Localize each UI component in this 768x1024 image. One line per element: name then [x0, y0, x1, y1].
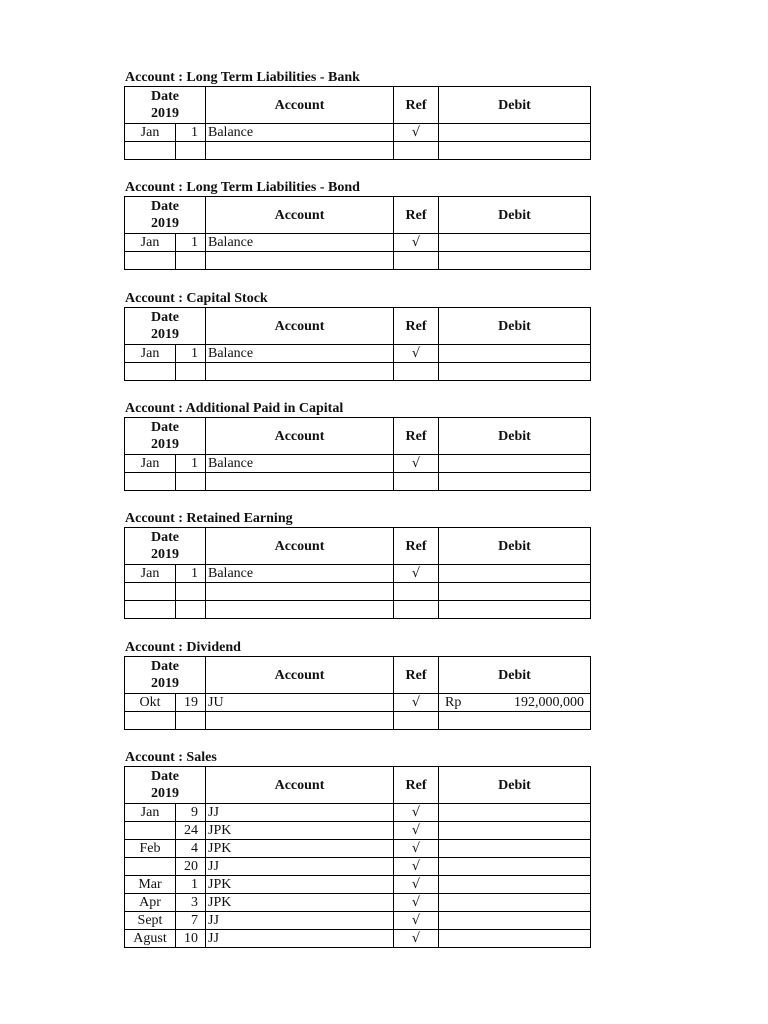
account-header: Account [206, 767, 394, 804]
ref-header: Ref [394, 657, 439, 694]
currency-label: Rp [445, 695, 462, 710]
month-cell: Okt [125, 694, 176, 712]
month-cell: Agust [125, 930, 176, 948]
day-cell: 1 [176, 565, 206, 583]
ledger-title: Account : Additional Paid in Capital [125, 401, 344, 416]
table-row [125, 822, 591, 840]
year-header-label: 2019 [151, 106, 179, 121]
account-header: Account [206, 308, 394, 345]
ledger-table [124, 656, 591, 730]
header-row [125, 308, 591, 345]
month-cell [125, 142, 176, 160]
ref-header: Ref [394, 767, 439, 804]
debit-cell [439, 583, 591, 601]
ledger-table [124, 196, 591, 270]
debit-cell [439, 804, 591, 822]
debit-cell [439, 930, 591, 948]
date-header-label: Date [151, 530, 179, 545]
ledger-table [124, 766, 591, 948]
table-row [125, 583, 591, 601]
account-cell: Balance [206, 124, 394, 142]
ledger-sales [124, 750, 591, 948]
ref-header: Ref [394, 418, 439, 455]
account-cell: JJ [206, 930, 394, 948]
account-cell: JPK [206, 840, 394, 858]
account-cell: JPK [206, 876, 394, 894]
debit-header: Debit [439, 767, 591, 804]
ledger-long-term-liabilities-bond [124, 180, 591, 270]
month-cell: Jan [125, 804, 176, 822]
debit-cell [439, 876, 591, 894]
day-cell: 1 [176, 345, 206, 363]
account-header: Account [206, 87, 394, 124]
ledger-dividend [124, 640, 591, 730]
debit-cell [439, 822, 591, 840]
day-cell [176, 142, 206, 160]
date-header-label: Date [151, 199, 179, 214]
account-cell: JPK [206, 822, 394, 840]
table-row [125, 473, 591, 491]
debit-header: Debit [439, 528, 591, 565]
debit-cell [439, 473, 591, 491]
header-row [125, 197, 591, 234]
header-row [125, 528, 591, 565]
ref-check-cell: √ [394, 894, 439, 912]
debit-cell [439, 363, 591, 381]
day-cell: 20 [176, 858, 206, 876]
table-row [125, 345, 591, 363]
account-header: Account [206, 197, 394, 234]
month-cell [125, 601, 176, 619]
ref-check-cell: √ [394, 455, 439, 473]
account-cell: JPK [206, 894, 394, 912]
day-cell: 24 [176, 822, 206, 840]
ledger-title: Account : Capital Stock [125, 291, 268, 306]
account-cell: JU [206, 694, 394, 712]
month-cell: Mar [125, 876, 176, 894]
debit-header: Debit [439, 197, 591, 234]
day-cell: 1 [176, 876, 206, 894]
year-header-label: 2019 [151, 216, 179, 231]
year-header-label: 2019 [151, 676, 179, 691]
date-header [125, 767, 206, 804]
ledger-title: Account : Long Term Liabilities - Bank [125, 70, 360, 85]
ledger-table [124, 417, 591, 491]
debit-cell [439, 694, 591, 712]
month-cell [125, 252, 176, 270]
debit-header: Debit [439, 308, 591, 345]
account-cell [206, 712, 394, 730]
date-header-label: Date [151, 310, 179, 325]
debit-cell [439, 124, 591, 142]
date-header [125, 197, 206, 234]
account-cell: JJ [206, 858, 394, 876]
ref-header: Ref [394, 87, 439, 124]
table-row [125, 455, 591, 473]
ref-check-cell: √ [394, 124, 439, 142]
account-cell [206, 252, 394, 270]
ref-check-cell [394, 252, 439, 270]
ledger-title: Account : Sales [125, 750, 217, 765]
ref-header: Ref [394, 197, 439, 234]
debit-cell [439, 894, 591, 912]
account-cell: JJ [206, 912, 394, 930]
month-cell: Jan [125, 345, 176, 363]
date-header-label: Date [151, 659, 179, 674]
table-row [125, 142, 591, 160]
account-cell: Balance [206, 234, 394, 252]
account-header: Account [206, 528, 394, 565]
account-cell: JJ [206, 804, 394, 822]
year-header-label: 2019 [151, 547, 179, 562]
day-cell: 4 [176, 840, 206, 858]
month-cell [125, 473, 176, 491]
account-cell [206, 142, 394, 160]
ref-check-cell [394, 142, 439, 160]
header-row [125, 418, 591, 455]
month-cell: Feb [125, 840, 176, 858]
ref-check-cell: √ [394, 840, 439, 858]
table-row [125, 840, 591, 858]
header-row [125, 767, 591, 804]
table-row [125, 252, 591, 270]
ref-check-cell: √ [394, 345, 439, 363]
account-cell: Balance [206, 345, 394, 363]
date-header [125, 308, 206, 345]
ledger-title: Account : Dividend [125, 640, 241, 655]
ref-check-cell [394, 712, 439, 730]
account-cell: Balance [206, 455, 394, 473]
month-cell: Apr [125, 894, 176, 912]
debit-cell [439, 565, 591, 583]
debit-header: Debit [439, 418, 591, 455]
table-row [125, 912, 591, 930]
table-row [125, 894, 591, 912]
ledger-retained-earning [124, 511, 591, 619]
ref-check-cell [394, 363, 439, 381]
date-header [125, 418, 206, 455]
ref-check-cell [394, 473, 439, 491]
month-cell [125, 822, 176, 840]
date-header [125, 87, 206, 124]
month-cell [125, 712, 176, 730]
ref-check-cell: √ [394, 234, 439, 252]
year-header-label: 2019 [151, 437, 179, 452]
ref-check-cell: √ [394, 876, 439, 894]
debit-header: Debit [439, 87, 591, 124]
day-cell: 1 [176, 455, 206, 473]
debit-cell [439, 858, 591, 876]
table-row [125, 124, 591, 142]
debit-cell [439, 912, 591, 930]
debit-cell [439, 252, 591, 270]
ledger-table [124, 86, 591, 160]
header-row [125, 657, 591, 694]
debit-header: Debit [439, 657, 591, 694]
month-cell: Jan [125, 124, 176, 142]
account-header: Account [206, 418, 394, 455]
account-cell [206, 583, 394, 601]
month-cell [125, 858, 176, 876]
day-cell: 9 [176, 804, 206, 822]
ledger-long-term-liabilities-bank [124, 70, 591, 160]
day-cell [176, 712, 206, 730]
ref-check-cell: √ [394, 804, 439, 822]
ref-check-cell: √ [394, 912, 439, 930]
ref-check-cell: √ [394, 822, 439, 840]
ref-header: Ref [394, 528, 439, 565]
account-cell: Balance [206, 565, 394, 583]
ref-check-cell [394, 583, 439, 601]
debit-cell [439, 840, 591, 858]
table-row [125, 565, 591, 583]
table-row [125, 930, 591, 948]
day-cell [176, 473, 206, 491]
debit-cell [439, 234, 591, 252]
ledger-table [124, 527, 591, 619]
table-row [125, 234, 591, 252]
date-header-label: Date [151, 89, 179, 104]
day-cell [176, 252, 206, 270]
month-cell: Jan [125, 455, 176, 473]
table-row [125, 858, 591, 876]
ref-check-cell: √ [394, 858, 439, 876]
table-row [125, 363, 591, 381]
ref-check-cell: √ [394, 930, 439, 948]
date-header-label: Date [151, 769, 179, 784]
year-header-label: 2019 [151, 327, 179, 342]
account-cell [206, 601, 394, 619]
day-cell: 1 [176, 234, 206, 252]
ref-check-cell: √ [394, 694, 439, 712]
date-header [125, 657, 206, 694]
table-row [125, 712, 591, 730]
month-cell: Jan [125, 234, 176, 252]
month-cell: Jan [125, 565, 176, 583]
ref-header: Ref [394, 308, 439, 345]
day-cell [176, 583, 206, 601]
month-cell: Sept [125, 912, 176, 930]
day-cell: 1 [176, 124, 206, 142]
table-row [125, 804, 591, 822]
year-header-label: 2019 [151, 786, 179, 801]
account-header: Account [206, 657, 394, 694]
date-header-label: Date [151, 420, 179, 435]
table-row [125, 601, 591, 619]
ref-check-cell [394, 601, 439, 619]
day-cell: 3 [176, 894, 206, 912]
day-cell: 7 [176, 912, 206, 930]
day-cell: 10 [176, 930, 206, 948]
debit-cell [439, 712, 591, 730]
debit-cell [439, 142, 591, 160]
debit-cell [439, 345, 591, 363]
ledger-table [124, 307, 591, 381]
date-header [125, 528, 206, 565]
header-row [125, 87, 591, 124]
ledger-capital-stock [124, 291, 591, 381]
debit-cell [439, 455, 591, 473]
ref-check-cell: √ [394, 565, 439, 583]
table-row [125, 694, 591, 712]
day-cell [176, 601, 206, 619]
debit-cell [439, 601, 591, 619]
month-cell [125, 363, 176, 381]
ledger-title: Account : Retained Earning [125, 511, 293, 526]
ledger-title: Account : Long Term Liabilities - Bond [125, 180, 360, 195]
month-cell [125, 583, 176, 601]
account-cell [206, 363, 394, 381]
day-cell: 19 [176, 694, 206, 712]
amount-value: 192,000,000 [514, 695, 584, 710]
table-row [125, 876, 591, 894]
account-cell [206, 473, 394, 491]
ledger-additional-paid-in-capital [124, 401, 591, 491]
day-cell [176, 363, 206, 381]
